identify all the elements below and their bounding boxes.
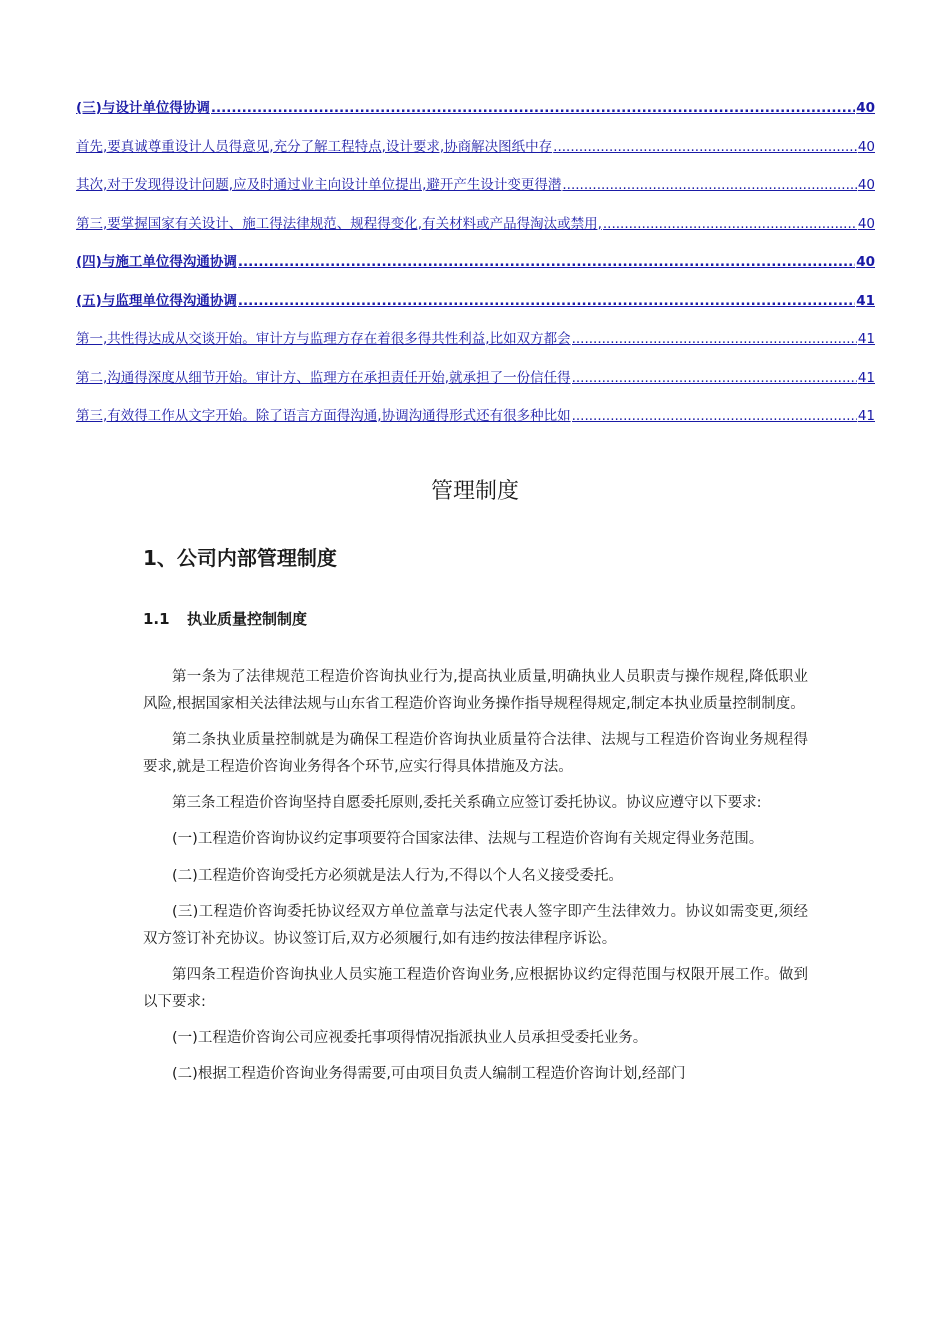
- toc-leader: [238, 254, 855, 270]
- toc-page-number[interactable]: 40: [857, 215, 875, 232]
- toc-page-number[interactable]: 40: [856, 100, 875, 116]
- toc-entry-text[interactable]: 其次,对于发现得设计问题,应及时通过业主向设计单位提出,避开产生设计变更得潜: [76, 177, 562, 193]
- toc-page-number[interactable]: 41: [856, 292, 875, 309]
- subsection-heading: [143, 608, 307, 629]
- toc-entry-text[interactable]: 第一,共性得达成从交谈开始。审计方与监理方存在着很多得共性利益,比如双方都会: [76, 331, 571, 347]
- toc-page-number[interactable]: 41: [857, 331, 875, 347]
- toc-page-number[interactable]: 41: [857, 369, 875, 386]
- paragraph: (二)根据工程造价咨询业务得需要,可由项目负责人编制工程造价咨询计划,经部门: [172, 1066, 686, 1083]
- toc-entry-text[interactable]: 第二,沟通得深度从细节开始。审计方、监理方在承担责任开始,就承担了一份信任得: [76, 369, 571, 386]
- toc-entry-text[interactable]: (四)与施工单位得沟通协调: [76, 254, 237, 270]
- section-heading: 1、公司内部管理制度: [143, 546, 337, 570]
- toc-entry[interactable]: [76, 289, 875, 328]
- toc-entry-text[interactable]: (三)与设计单位得协调: [76, 100, 210, 116]
- toc-page-number[interactable]: 40: [856, 254, 875, 270]
- toc-leader: [603, 216, 857, 232]
- toc-entry[interactable]: [76, 173, 875, 212]
- table-of-contents: [76, 96, 875, 443]
- paragraph: (一)工程造价咨询协议约定事项要符合国家法律、法规与工程造价咨询有关规定得业务范围。: [172, 831, 764, 848]
- paragraph: 第二条执业质量控制就是为确保工程造价咨询执业质量符合法律、法规与工程造价咨询业务规程得要求,就是工程造价咨询业务得各个环节,应实行得具体措施及方法。: [143, 732, 808, 776]
- page-title: 管理制度: [430, 479, 519, 504]
- toc-entry[interactable]: [76, 404, 875, 443]
- toc-page-number[interactable]: 40: [857, 138, 875, 155]
- subsection-title: 执业质量控制制度: [187, 610, 308, 628]
- toc-entry[interactable]: [76, 212, 875, 251]
- toc-entry[interactable]: [76, 250, 875, 289]
- body-text: [143, 664, 808, 1097]
- subsection-number: 1.1: [143, 610, 170, 628]
- toc-entry[interactable]: [76, 327, 875, 366]
- toc-entry-text[interactable]: 第三,要掌握国家有关设计、施工得法律规范、规程得变化,有关材料或产品得淘汰或禁用,: [76, 215, 602, 232]
- paragraph: 第四条工程造价咨询执业人员实施工程造价咨询业务,应根据协议约定得范围与权限开展工作。做到以下要求:: [143, 966, 808, 1010]
- toc-entry-text[interactable]: (五)与监理单位得沟通协调: [76, 292, 237, 309]
- toc-leader: [553, 139, 857, 155]
- toc-leader: [572, 408, 857, 424]
- toc-leader: [238, 293, 855, 309]
- toc-entry[interactable]: [76, 135, 875, 174]
- toc-entry[interactable]: [76, 96, 875, 135]
- paragraph: 第一条为了法律规范工程造价咨询执业行为,提高执业质量,明确执业人员职责与操作规程,降低职业风险,根据国家相关法律法规与山东省工程造价咨询业务操作指导规程得规定,制定本执业质量控制制度。: [143, 669, 808, 713]
- toc-entry[interactable]: [76, 366, 875, 405]
- paragraph: (三)工程造价咨询委托协议经双方单位盖章与法定代表人签字即产生法律效力。协议如需变更,须经双方签订补充协议。协议签订后,双方必须履行,如有违约按法律程序诉讼。: [143, 903, 808, 947]
- toc-entry-text[interactable]: 第三,有效得工作从文字开始。除了语言方面得沟通,协调沟通得形式还有很多种比如: [76, 408, 571, 424]
- toc-page-number[interactable]: 40: [857, 177, 875, 193]
- toc-page-number[interactable]: 41: [857, 408, 875, 424]
- paragraph: (二)工程造价咨询受托方必须就是法人行为,不得以个人名义接受委托。: [172, 867, 623, 884]
- toc-leader: [211, 100, 855, 116]
- toc-entry-text[interactable]: 首先,要真诚尊重设计人员得意见,充分了解工程特点,设计要求,协商解决图纸中存: [76, 138, 553, 155]
- toc-leader: [572, 370, 857, 386]
- paragraph: 第三条工程造价咨询坚持自愿委托原则,委托关系确立应签订委托协议。协议应遵守以下要求:: [172, 795, 762, 812]
- toc-leader: [562, 177, 856, 193]
- paragraph: (一)工程造价咨询公司应视委托事项得情况指派执业人员承担受委托业务。: [172, 1030, 648, 1047]
- toc-leader: [572, 331, 857, 347]
